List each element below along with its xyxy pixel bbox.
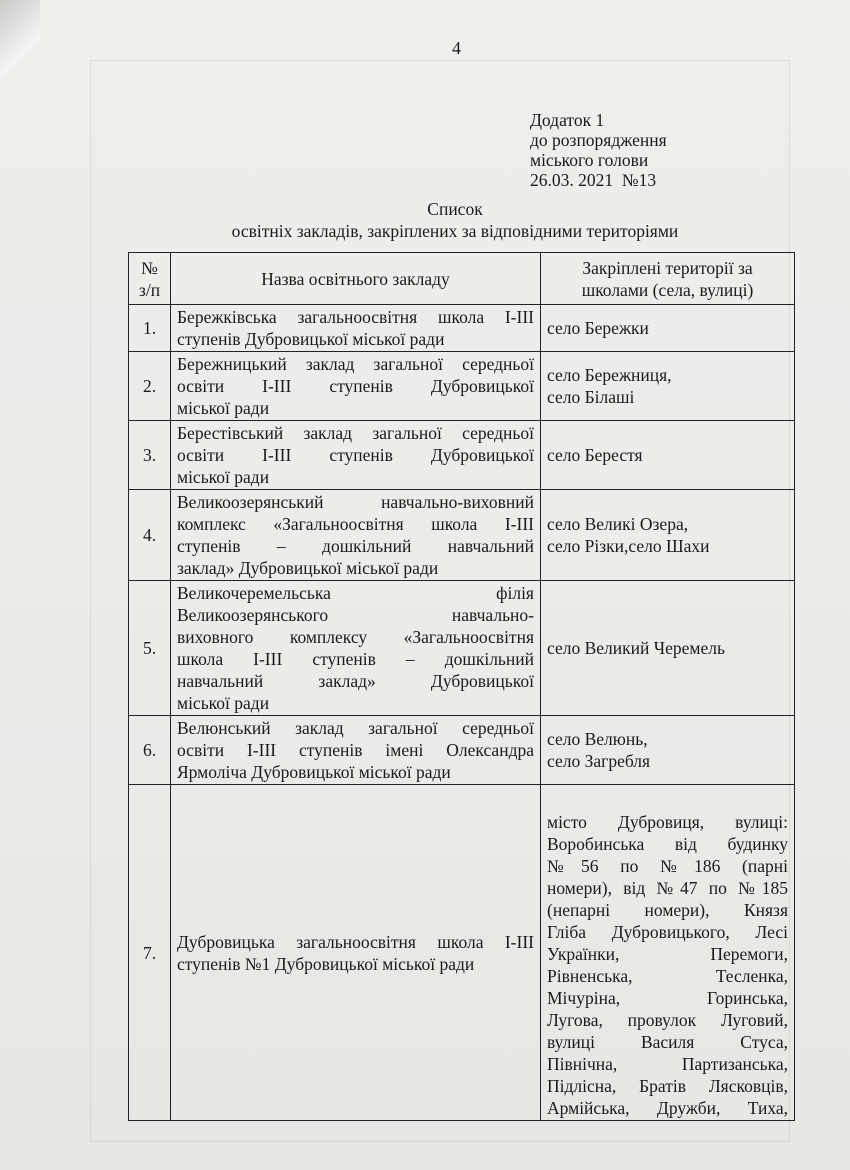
school-name-line: міської ради: [177, 398, 270, 418]
list-title-line1: Список: [427, 199, 483, 219]
assigned-territory: [541, 490, 795, 581]
table-row: [129, 421, 795, 490]
territory-line: село Загребля: [547, 751, 651, 771]
table-header-row: [129, 253, 795, 305]
school-name-line: школа І-ІІІ ступенів – дошкільний: [177, 649, 534, 669]
page-number: 4: [452, 38, 461, 58]
appendix-line: Додаток 1: [530, 110, 605, 130]
school-name-line: Дубровицька загальноосвітня школа І-ІІІ: [177, 931, 534, 952]
school-name: [171, 421, 541, 490]
school-name-line: Ярмоліча Дубровицької міської ради: [177, 762, 451, 782]
row-number: 6.: [129, 716, 171, 785]
school-name: [171, 490, 541, 581]
territory-line: Північна, Партизанська,: [547, 1054, 788, 1074]
school-name: [171, 305, 541, 352]
territory-line: №56 по №186 (парні: [547, 856, 788, 876]
appendix-line: міського голови: [530, 150, 649, 170]
territory-line: село Бережки: [547, 318, 649, 338]
territory-line: номери), від №47 по №185: [547, 878, 788, 898]
school-name-line: міської ради: [177, 693, 270, 713]
list-title: [160, 198, 750, 242]
school-name-line: ступенів – дошкільний навчальний: [177, 536, 534, 556]
territory-line: село Велюнь,: [547, 729, 648, 749]
header-name: Назва освітнього закладу: [171, 253, 541, 305]
school-name-line: заклад» Дубровицької міської ради: [177, 558, 439, 578]
appendix-date-number: 26.03. 2021 №13: [530, 170, 657, 190]
schools-table: [128, 252, 795, 1121]
table-row: [129, 305, 795, 352]
territory-line: Гліба Дубровицького, Лесі: [547, 922, 788, 942]
school-name-line: Великочеремельська філія: [177, 583, 534, 603]
school-name: [171, 581, 541, 716]
row-number: 3.: [129, 421, 171, 490]
school-name-line: Велюнський заклад загальної середньої: [177, 718, 534, 738]
school-name-line: Великоозерянського навчально-: [177, 605, 534, 625]
school-name-line: Бережківська загальноосвітня школа І-ІІІ: [177, 307, 534, 327]
assigned-territory: [541, 352, 795, 421]
school-name-line: виховного комплексу «Загальноосвітня: [177, 627, 534, 647]
row-number: 7.: [129, 785, 171, 1121]
school-name-line: Бережницький заклад загальної середньої: [177, 354, 534, 374]
school-name: [171, 716, 541, 785]
header-num: № з/п: [129, 253, 171, 305]
table-row: [129, 490, 795, 581]
row-number: 4.: [129, 490, 171, 581]
territory-line: місто Дубровиця, вулиці:: [547, 812, 788, 832]
school-name-line: ступенів Дубровицької міської ради: [177, 329, 445, 349]
school-name-line: комплекс «Загальноосвітня школа І-ІІІ: [177, 514, 534, 534]
territory-line: (непарні номери), Князя: [547, 900, 788, 920]
school-name-line: освіти І-ІІІ ступенів Дубровицької: [177, 445, 534, 465]
row-number: 2.: [129, 352, 171, 421]
table-row: [129, 716, 795, 785]
territory-line: Рівненська, Тесленка,: [547, 966, 788, 986]
assigned-territory: [541, 581, 795, 716]
page-corner-fold: [0, 0, 40, 90]
territory-line: Підлісна, Братів Лясковців,: [547, 1076, 788, 1096]
row-number: 1.: [129, 305, 171, 352]
school-name-line: освіти І-ІІІ ступенів Дубровицької: [177, 376, 534, 396]
assigned-territory: [541, 785, 795, 1121]
school-name-line: освіти І-ІІІ ступенів імені Олександра: [177, 740, 534, 760]
territory-line: Мічуріна, Горинська,: [547, 988, 788, 1008]
assigned-territory: [541, 716, 795, 785]
territory-line: вулиці Василя Стуса,: [547, 1032, 788, 1052]
school-name-line: міської ради: [177, 467, 270, 487]
appendix-line: до розпорядження: [530, 130, 667, 150]
table-row: [129, 352, 795, 421]
territory-line: село Білаші: [547, 387, 635, 407]
appendix-block: [530, 110, 667, 190]
table-row: [129, 785, 795, 1121]
assigned-territory: [541, 421, 795, 490]
row-number: 5.: [129, 581, 171, 716]
school-name-line: Берестівський заклад загальної середньої: [177, 423, 534, 443]
territory-line: село Різки,село Шахи: [547, 536, 710, 556]
table-body: [129, 305, 795, 1121]
territory-line: село Великі Озера,: [547, 514, 689, 534]
table-row: [129, 581, 795, 716]
school-name-line: ступенів №1 Дубровицької міської ради: [177, 953, 475, 974]
territory-line: село Бережниця,: [547, 365, 672, 385]
school-name-line: навчальний заклад» Дубровицької: [177, 671, 534, 691]
assigned-territory: [541, 305, 795, 352]
territory-line: Українки, Перемоги,: [547, 944, 788, 964]
territory-line: Воробинська від будинку: [547, 834, 788, 854]
list-title-line2: освітніх закладів, закріплених за відповідними територіями: [231, 221, 679, 241]
territory-line: село Великий Черемель: [547, 638, 725, 658]
territory-line: село Берестя: [547, 445, 643, 465]
header-territory: Закріплені території за школами (села, вулиці): [541, 253, 795, 305]
territory-line: Лугова, провулок Луговий,: [547, 1010, 788, 1030]
school-name: [171, 352, 541, 421]
school-name: [171, 785, 541, 1121]
school-name-line: Великоозерянський навчально-виховний: [177, 492, 534, 512]
territory-line: Армійська, Дружби, Тиха,: [547, 1098, 788, 1118]
